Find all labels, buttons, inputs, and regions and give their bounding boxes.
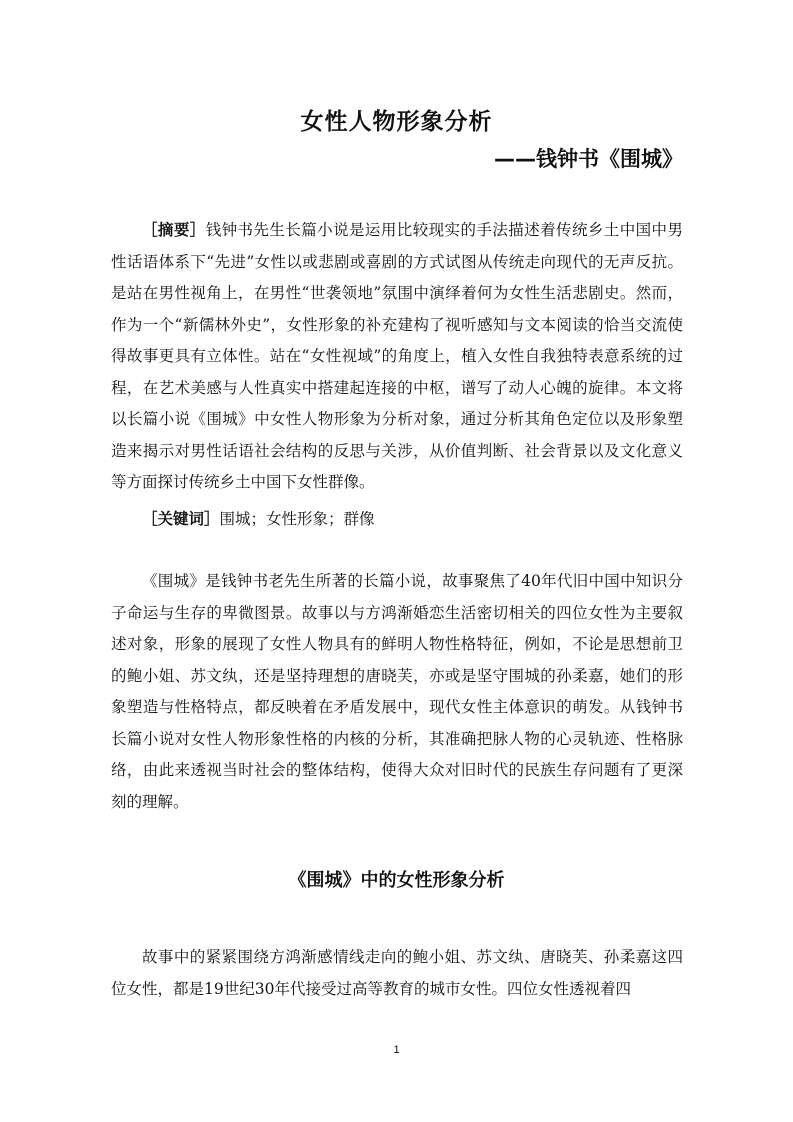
abstract-text: 钱钟书先生长篇小说是运用比较现实的手法描述着传统乡土中国中男性话语体系下“先进”女性以或悲剧或喜剧的方式试图从传统走向现代的无声反抗。是站在男性视角上，在男性“世袭领地”氛围中演绎着何为女性生活悲剧史。然而，作为一个“新儒林外史”，女性形象的补充建构了视听感知与文本阅读的恰当交流使得故事更具有立体性。站在“女性视域”的角度上，植入女性自我独特表意系统的过程，在艺术美感与人性真实中搭建起连接的中枢，谱写了动人心魄的旋律。本文将以长篇小说《围城》中女性人物形象为分析对象，通过分析其角色定位以及形象塑造来揭示对男性话语社会结构的反思与关涉，从价值判断、社会背景以及文化意义等方面探讨传统乡土中国下女性群像。: [111, 221, 683, 491]
section-heading: 《围城》中的女性形象分析: [288, 870, 505, 891]
keywords-tag: ［关键词］: [142, 510, 220, 528]
document-title: 女性人物形象分析: [300, 109, 493, 135]
abstract-tag: ［摘要］: [142, 221, 206, 239]
page-number: 1: [393, 1044, 400, 1056]
intro-paragraph: 《围城》是钱钟书老先生所著的长篇小说，故事聚焦了40年代旧中国中知识分子命运与生存的卑微图景。故事以与方鸿渐婚恋生活密切相关的四位女性为主要叙述对象，形象的展现了女性人物具有的鲜明人物性格特征，例如，不论是思想前卫的鲍小姐、苏文纨，还是坚持理想的唐晓芙，亦或是坚守围城的孙柔嘉，她们的形象塑造与性格特点，都反映着在矛盾发展中，现代女性主体意识的萌发。从钱钟书长篇小说对女性人物形象性格的内核的分析，其准确把脉人物的心灵轨迹、性格脉络，由此来透视当时社会的整体结构，使得大众对旧时代的民族生存问题有了更深刻的理解。: [111, 572, 683, 811]
keywords-text: 围城；女性形象；群像: [219, 510, 375, 528]
abstract-paragraph: [111, 215, 683, 499]
section-paragraph: 故事中的紧紧围绕方鸿渐感情线走向的鲍小姐、苏文纨、唐晓芙、孙柔嘉这四位女性，都是19世纪30年代接受过高等教育的城市女性。四位女性透视着四: [111, 948, 683, 998]
keywords-paragraph: [111, 504, 683, 536]
document-subtitle: ——钱钟书《围城》: [494, 147, 683, 171]
